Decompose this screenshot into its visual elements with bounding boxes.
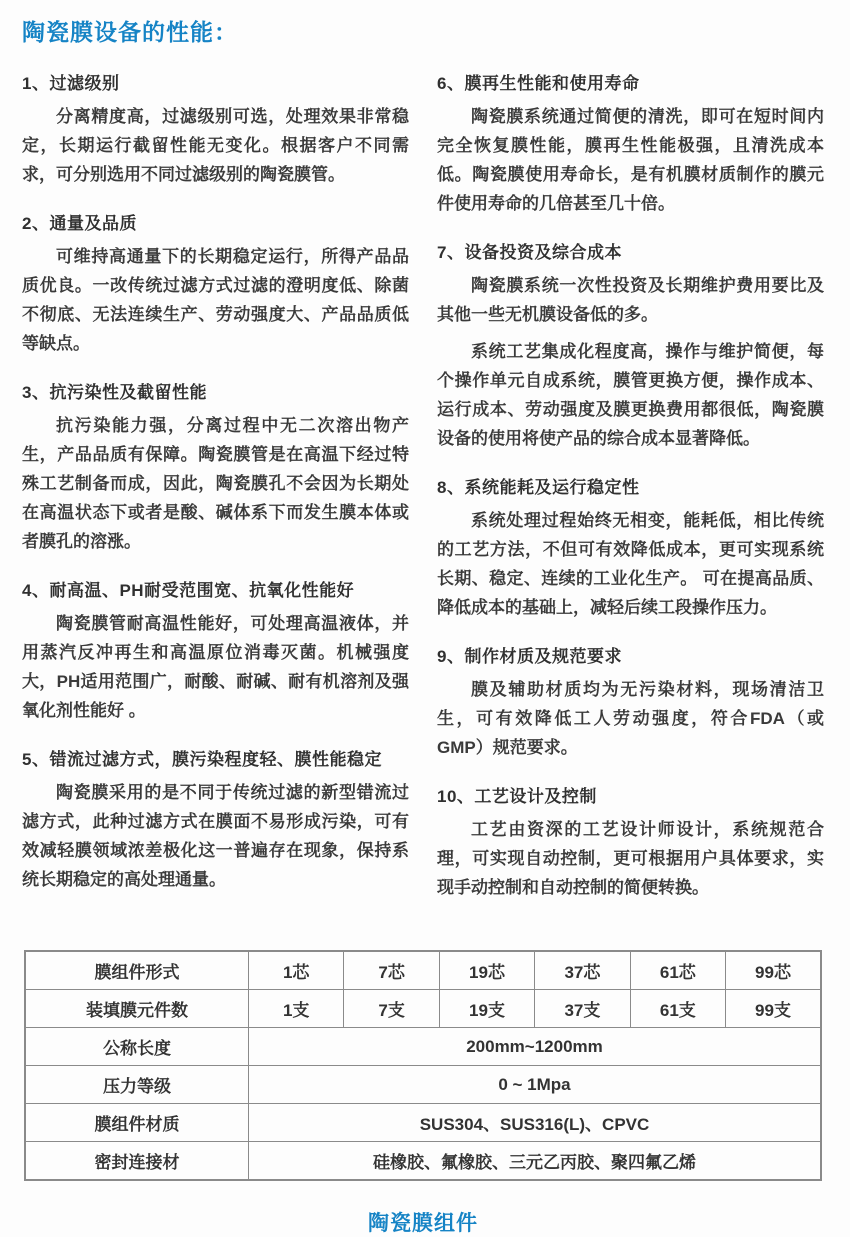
footer-title: 陶瓷膜组件	[368, 1212, 478, 1235]
section-3	[22, 378, 409, 556]
table-cell: 19支	[439, 990, 534, 1028]
section-heading: 9、制作材质及规范要求	[437, 647, 622, 666]
section-8	[437, 473, 824, 622]
section-heading: 10、工艺设计及控制	[437, 787, 597, 806]
section-paragraph: 工艺由资深的工艺设计师设计，系统规范合理，可实现自动控制，更可根据用户具体要求，实现手动控制和自动控制的简便转换。	[437, 820, 824, 897]
section-paragraph: 系统处理过程始终无相变，能耗低，相比传统的工艺方法，不但可有效降低成本，更可实现系统长期、稳定、连续的工业化生产。 可在提高品质、降低成本的基础上，减轻后续工段操作压力。	[437, 511, 824, 617]
table-row-module-material	[25, 1104, 821, 1142]
table-row-label: 公称长度	[25, 1028, 249, 1066]
section-heading: 7、设备投资及综合成本	[437, 243, 622, 262]
section-heading: 6、膜再生性能和使用寿命	[437, 74, 640, 93]
spec-table	[24, 950, 822, 1181]
section-paragraph: 抗污染能力强，分离过程中无二次溶出物产生，产品品质有保障。陶瓷膜管是在高温下经过特殊工艺制备而成，因此，陶瓷膜孔不会因为长期处在高温状态下或者是酸、碱体系下而发生膜本体或者膜孔的溶涨。	[22, 416, 409, 551]
table-cell: 37芯	[535, 951, 630, 990]
section-paragraph: 陶瓷膜采用的是不同于传统过滤的新型错流过滤方式，此种过滤方式在膜面不易形成污染，可有效减轻膜领域浓差极化这一普遍存在现象，保持系统长期稳定的高处理通量。	[22, 783, 409, 889]
table-cell: 1芯	[249, 951, 344, 990]
table-row-label: 压力等级	[25, 1066, 249, 1104]
table-cell: 7芯	[344, 951, 439, 990]
table-cell: 61支	[630, 990, 725, 1028]
table-row-label: 装填膜元件数	[25, 990, 249, 1028]
table-row-element-count	[25, 990, 821, 1028]
table-row-label: 膜组件材质	[25, 1104, 249, 1142]
table-row-pressure-rating	[25, 1066, 821, 1104]
section-6	[437, 69, 824, 218]
section-1	[22, 69, 409, 189]
section-heading: 1、过滤级别	[22, 74, 120, 93]
section-9	[437, 642, 824, 762]
section-heading: 5、错流过滤方式，膜污染程度轻、膜性能稳定	[22, 750, 382, 769]
two-column-body	[22, 49, 824, 902]
table-cell: 1支	[249, 990, 344, 1028]
section-heading: 3、抗污染性及截留性能	[22, 383, 207, 402]
section-heading: 4、耐高温、PH耐受范围宽、抗氧化性能好	[22, 581, 355, 600]
section-7	[437, 238, 824, 453]
table-row-label: 膜组件形式	[25, 951, 249, 990]
table-row-nominal-length	[25, 1028, 821, 1066]
section-4	[22, 576, 409, 725]
table-row-module-form	[25, 951, 821, 990]
section-paragraph: 可维持高通量下的长期稳定运行，所得产品品质优良。一改传统过滤方式过滤的澄明度低、除菌不彻底、无法连续生产、劳动强度大、产品品质低等缺点。	[22, 247, 409, 353]
section-paragraph: 陶瓷膜管耐高温性能好，可处理高温液体，并用蒸汽反冲再生和高温原位消毒灭菌。机械强度大，PH适用范围广，耐酸、耐碱、耐有机溶剂及强氧化剂性能好 。	[22, 614, 409, 720]
table-cell: 7支	[344, 990, 439, 1028]
section-paragraph: 系统工艺集成化程度高，操作与维护简便，每个操作单元自成系统，膜管更换方便，操作成本、运行成本、劳动强度及膜更换费用都很低，陶瓷膜设备的使用将使产品的综合成本显著降低。	[437, 342, 824, 448]
table-cell: 99芯	[726, 951, 821, 990]
page-title: 陶瓷膜设备的性能：	[22, 19, 238, 45]
section-paragraph: 陶瓷膜系统一次性投资及长期维护费用要比及其他一些无机膜设备低的多。	[437, 276, 824, 324]
section-paragraph: 分离精度高，过滤级别可选，处理效果非常稳定，长期运行截留性能无变化。根据客户不同需求，可分别选用不同过滤级别的陶瓷膜管。	[22, 107, 409, 184]
section-5	[22, 745, 409, 894]
section-paragraph: 陶瓷膜系统通过简便的清洗，即可在短时间内完全恢复膜性能，膜再生性能极强，且清洗成本低。陶瓷膜使用寿命长，是有机膜材质制作的膜元件使用寿命的几倍甚至几十倍。	[437, 107, 824, 213]
section-2	[22, 209, 409, 358]
table-cell: 200mm~1200mm	[249, 1028, 822, 1066]
table-cell: 61芯	[630, 951, 725, 990]
table-row-label: 密封连接材	[25, 1142, 249, 1181]
section-10	[437, 782, 824, 902]
table-cell: 37支	[535, 990, 630, 1028]
section-paragraph: 膜及辅助材质均为无污染材料，现场清洁卫生，可有效降低工人劳动强度，符合FDA（或GMP）规范要求。	[437, 680, 824, 757]
left-column	[22, 49, 409, 902]
table-cell: 硅橡胶、氟橡胶、三元乙丙胶、聚四氟乙烯	[249, 1142, 822, 1181]
table-cell: SUS304、SUS316(L)、CPVC	[249, 1104, 822, 1142]
right-column	[437, 49, 824, 902]
table-cell: 99支	[726, 990, 821, 1028]
section-heading: 2、通量及品质	[22, 214, 137, 233]
table-row-sealing-material	[25, 1142, 821, 1181]
table-cell: 0 ~ 1Mpa	[249, 1066, 822, 1104]
section-heading: 8、系统能耗及运行稳定性	[437, 478, 640, 497]
table-cell: 19芯	[439, 951, 534, 990]
